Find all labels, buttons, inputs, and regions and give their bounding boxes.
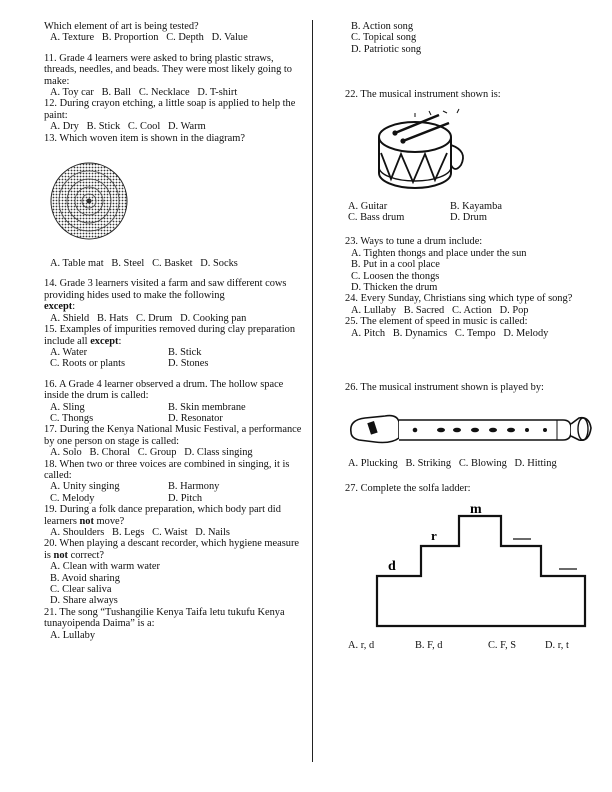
option-d: D. Drum [450,212,487,224]
question-options: A. Table mat B. Steel C. Basket D. Socks [50,258,238,270]
options-row [348,640,595,651]
stem-text: 14. Grade 3 learners visited a farm and saw different cows providing hides used to make the following [44,278,287,301]
question-17 [44,424,304,458]
question-options: A. Shoulders B. Legs C. Waist D. Nails [50,527,230,538]
question-23 [345,236,595,293]
question-options: A. Plucking B. Striking C. Blowing D. Hitting [348,457,557,469]
option-b: B. Avoid sharing [50,572,120,584]
question-options: A. Shield B. Hats C. Drum D. Cooking pan [50,312,247,324]
options-grid [50,347,304,370]
question-27 [345,483,595,652]
question-stem [44,504,304,527]
question-18 [44,459,304,505]
stem-text: move? [96,515,125,527]
right-column [345,21,595,652]
solfa-ladder-figure [345,502,595,632]
option-d: D. Patriotic song [351,43,422,55]
question-options: A. Texture B. Proportion C. Depth D. Value [50,32,248,44]
question-stem: Which element of art is being tested? [44,21,199,32]
question-intro [44,21,304,44]
question-21-continued [351,21,595,55]
emphasis-word: except [44,301,73,313]
option-c: C. Melody [50,492,95,504]
emphasis-word: not [79,515,94,527]
option-a: A. Lullaby [50,629,96,641]
stem-text: 15. Examples of impurities removed during clay preparation include all [44,324,296,347]
options-grid [348,201,595,224]
question-20 [44,538,304,606]
question-22 [345,89,595,223]
question-stem: 27. Complete the solfa ladder: [345,482,471,494]
question-25 [345,316,595,339]
question-15 [44,324,304,370]
question-12 [44,98,304,132]
option-d: D. Pitch [168,492,203,504]
question-stem: 22. The musical instrument shown is: [345,89,501,101]
option-a: A. r, d [348,640,375,652]
question-stem: 25. The element of speed in music is called: [345,316,528,328]
question-stem: 11. Grade 4 learners were asked to bring plastic straws, threads, needles, and beads. They were most likely going to make: [44,52,292,87]
question-16 [44,379,304,425]
question-26 [345,382,595,469]
option-c: C. Thongs [50,412,94,424]
option-a: A. Tighten thongs and place under the sun [351,247,527,259]
question-stem: 21. The song “Tushangilie Kenya Taifa letu tukufu Kenya tunayoipenda Daima” is a: [44,606,285,630]
question-14 [44,278,304,324]
question-options: A. Toy car B. Ball C. Necklace D. T-shirt [50,87,238,99]
question-stem: 18. When two or three voices are combined in singing, it is called: [44,458,290,481]
recorder-figure [345,402,595,452]
option-a: A. Water [50,346,88,358]
stem-text: 19. During a folk dance preparation, which body part did learners [44,504,281,527]
option-b: B. Stick [168,346,202,358]
question-13 [44,133,304,270]
option-d: D. Resonator [168,412,223,424]
ladder-outline [377,516,585,626]
ladder-note-m: m [470,502,482,518]
question-stem: 26. The musical instrument shown is played by: [345,382,544,394]
question-24 [345,293,595,316]
drum-figure [373,107,473,195]
option-c: C. Topical song [351,32,417,44]
question-options: A. Dry B. Stick C. Cool D. Warm [50,121,206,133]
stem-text: 20. When playing a descant recorder, which hygiene measure is [44,538,300,561]
question-stem [44,538,304,561]
column-divider [312,20,313,762]
option-a: A. Clean with warm water [50,561,160,573]
options-list [351,248,595,294]
option-a: A. Guitar [348,200,388,212]
option-c: C. Clear saliva [50,584,112,596]
options-list [50,630,304,641]
question-options: A. Lullaby B. Sacred C. Action D. Pop [351,304,529,316]
option-b: B. Skin membrane [168,401,246,413]
question-21 [44,607,304,641]
option-b: B. F, d [415,640,443,652]
question-11 [44,53,304,99]
option-c: C. Roots or plants [50,358,126,370]
question-stem: 15. Examples of impurities removed during clay preparation include all except: [44,324,296,347]
woven-mat-figure [49,157,129,252]
left-column [44,21,304,641]
option-b: B. Kayamba [450,200,502,212]
question-options: A. Pitch B. Dynamics C. Tempo D. Melody [351,327,549,339]
question-stem: 12. During crayon etching, a little soap is applied to help the paint: [44,98,296,121]
ladder-note-r: r [431,528,437,544]
option-d: D. Share always [50,595,118,607]
option-c: C. Loosen the thongs [351,270,440,282]
question-19 [44,504,304,538]
question-options: A. Solo B. Choral C. Group D. Class singing [50,447,253,459]
question-stem: 14. Grade 3 learners visited a farm and saw different cows providing hides used to make the following except: [44,278,287,313]
stem-text: correct? [70,549,105,561]
options-grid [50,481,304,504]
options-list [50,561,304,607]
option-b: B. Action song [351,21,414,32]
options-grid [50,402,304,425]
emphasis-word: except [90,335,119,347]
option-c: C. F, S [488,640,517,652]
option-b: B. Harmony [168,481,220,493]
option-d: D. r, t [545,640,569,652]
question-stem: 23. Ways to tune a drum include: [345,236,483,248]
option-a: A. Sling [50,401,85,413]
option-b: B. Put in a cool place [351,259,440,271]
option-a: A. Unity singing [50,481,120,493]
option-d: D. Stones [168,358,209,370]
question-stem: 16. A Grade 4 learner observed a drum. The hollow space inside the drum is called: [44,378,284,402]
emphasis-word: not [53,549,68,561]
question-stem: 24. Every Sunday, Christians sing which type of song? [345,293,573,305]
ladder-note-d: d [388,559,396,575]
option-c: C. Bass drum [348,212,405,224]
option-d: D. Thicken the drum [351,282,438,294]
question-stem: 17. During the Kenya National Music Festival, a performance by one person on stage is called: [44,424,302,447]
question-stem: 13. Which woven item is shown in the diagram? [44,132,245,144]
